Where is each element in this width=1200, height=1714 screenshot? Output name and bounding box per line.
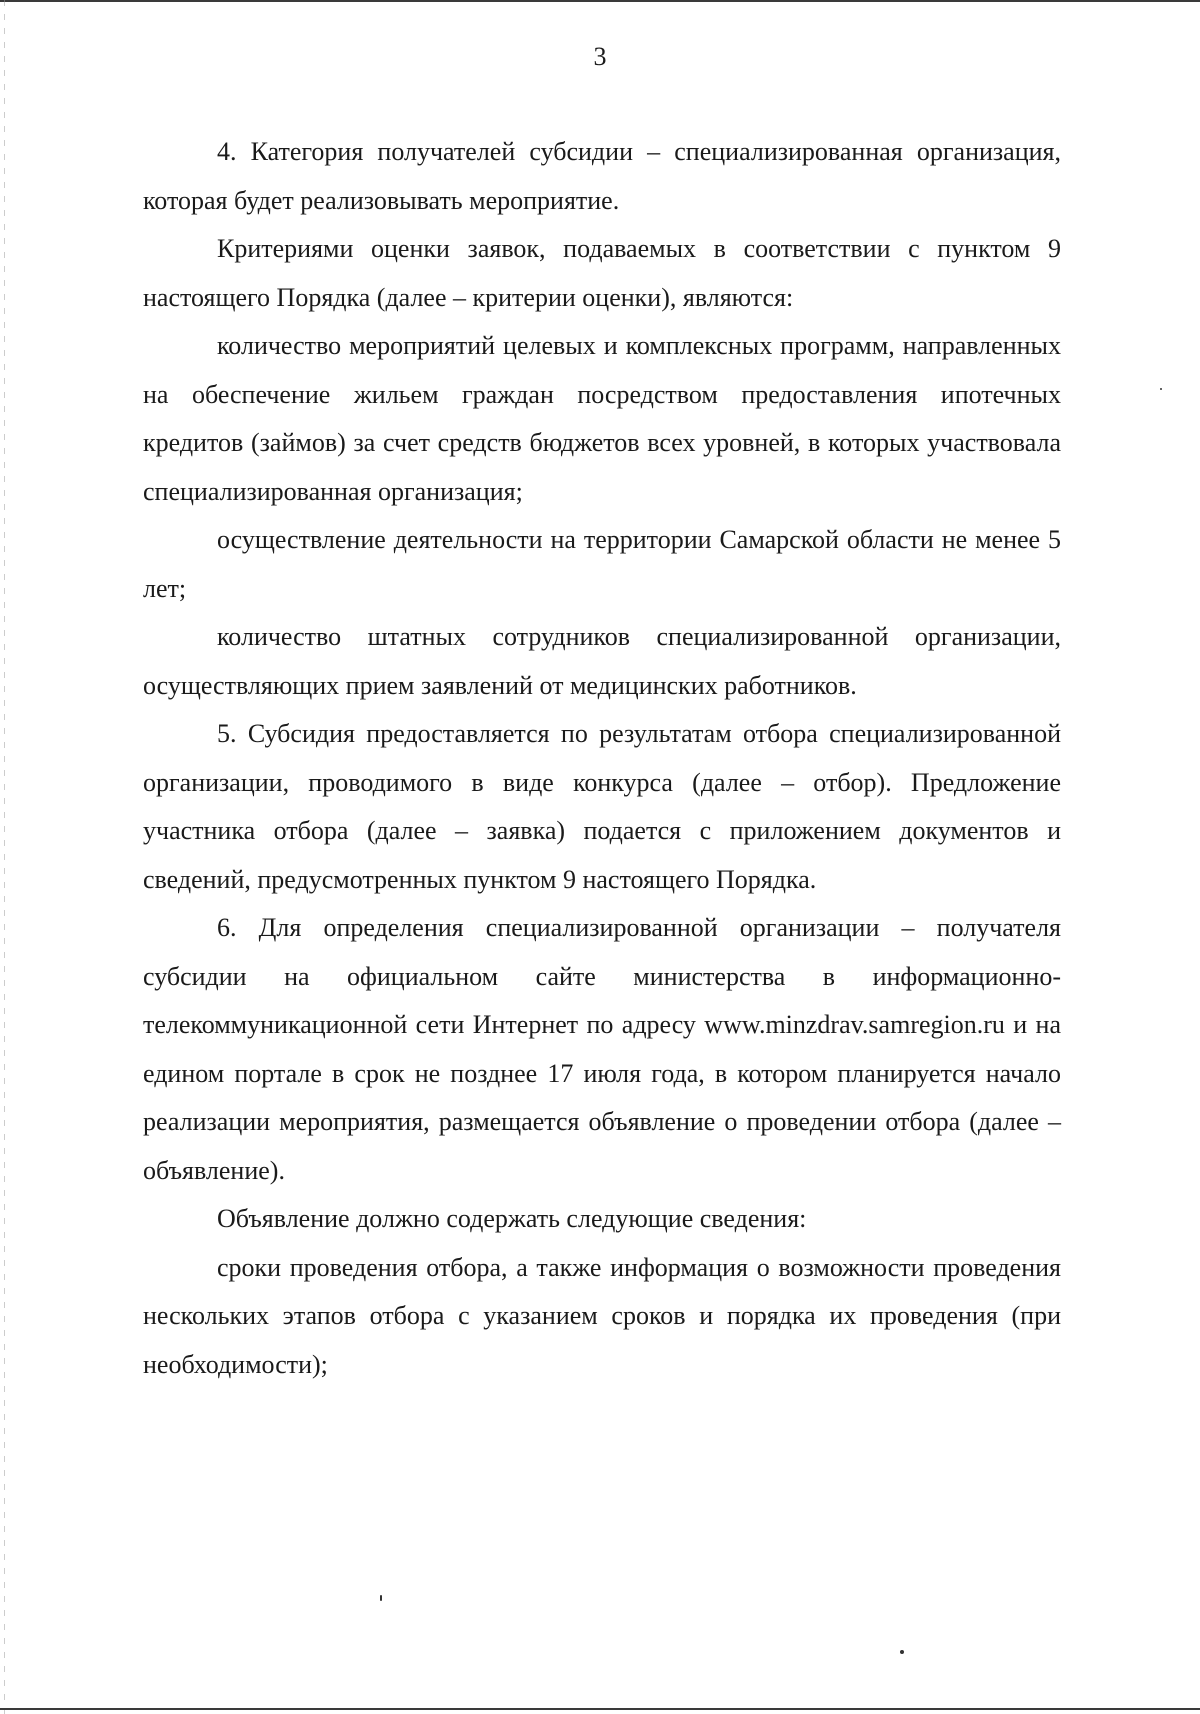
paragraph-5-subsidy-selection: 5. Субсидия предоставляется по результатам отбора специализированной организации, проводимого в виде конкурса (далее – отбор). Предложение участника отбора (далее – заявка) подается с приложением документов и сведений, предусмотренных пунктом 9 настоящего Порядка.	[143, 719, 1061, 894]
scan-left-border	[4, 0, 5, 1714]
paragraph-6-announcement: 6. Для определения специализированной организации – получателя субсидии на официальном сайте министерства в информационно-телекоммуникационной сети Интернет по адресу www.minzdrav.samregion.ru и на едином портале в срок не позднее 17 июля года, в котором планируется начало реализации мероприятия, размещается объявление о проведении отбора (далее – объявление).	[143, 913, 1061, 1185]
scan-top-border	[0, 0, 1200, 2]
paragraph-selection-terms: сроки проведения отбора, а также информация о возможности проведения нескольких этапов отбора с указанием сроков и порядка их проведения (при необходимости);	[143, 1252, 1061, 1379]
scan-bottom-border	[0, 1708, 1200, 1710]
paragraph-criterion-programs: количество мероприятий целевых и комплексных программ, направленных на обеспечение жильем граждан посредством предоставления ипотечных кредитов (займов) за счет средств бюджетов всех уровней, в которых участвовала специализированная организация;	[143, 331, 1061, 506]
paragraph-4-recipient-category: 4. Категория получателей субсидии – специализированная организация, которая будет реализовывать мероприятие.	[143, 137, 1061, 215]
paragraph-criterion-activity-years: осуществление деятельности на территории Самарской области не менее 5 лет;	[143, 525, 1061, 603]
scan-speck	[380, 1595, 382, 1601]
page-number: 3	[593, 42, 607, 71]
scan-speck	[900, 1650, 904, 1654]
paragraph-announcement-contents: Объявление должно содержать следующие сведения:	[217, 1204, 807, 1233]
document-body	[143, 128, 1061, 1389]
scan-speck	[1160, 388, 1162, 390]
paragraph-evaluation-criteria: Критериями оценки заявок, подаваемых в соответствии с пунктом 9 настоящего Порядка (далее – критерии оценки), являются:	[143, 234, 1061, 312]
paragraph-criterion-staff: количество штатных сотрудников специализированной организации, осуществляющих прием заявлений от медицинских работников.	[143, 622, 1061, 700]
